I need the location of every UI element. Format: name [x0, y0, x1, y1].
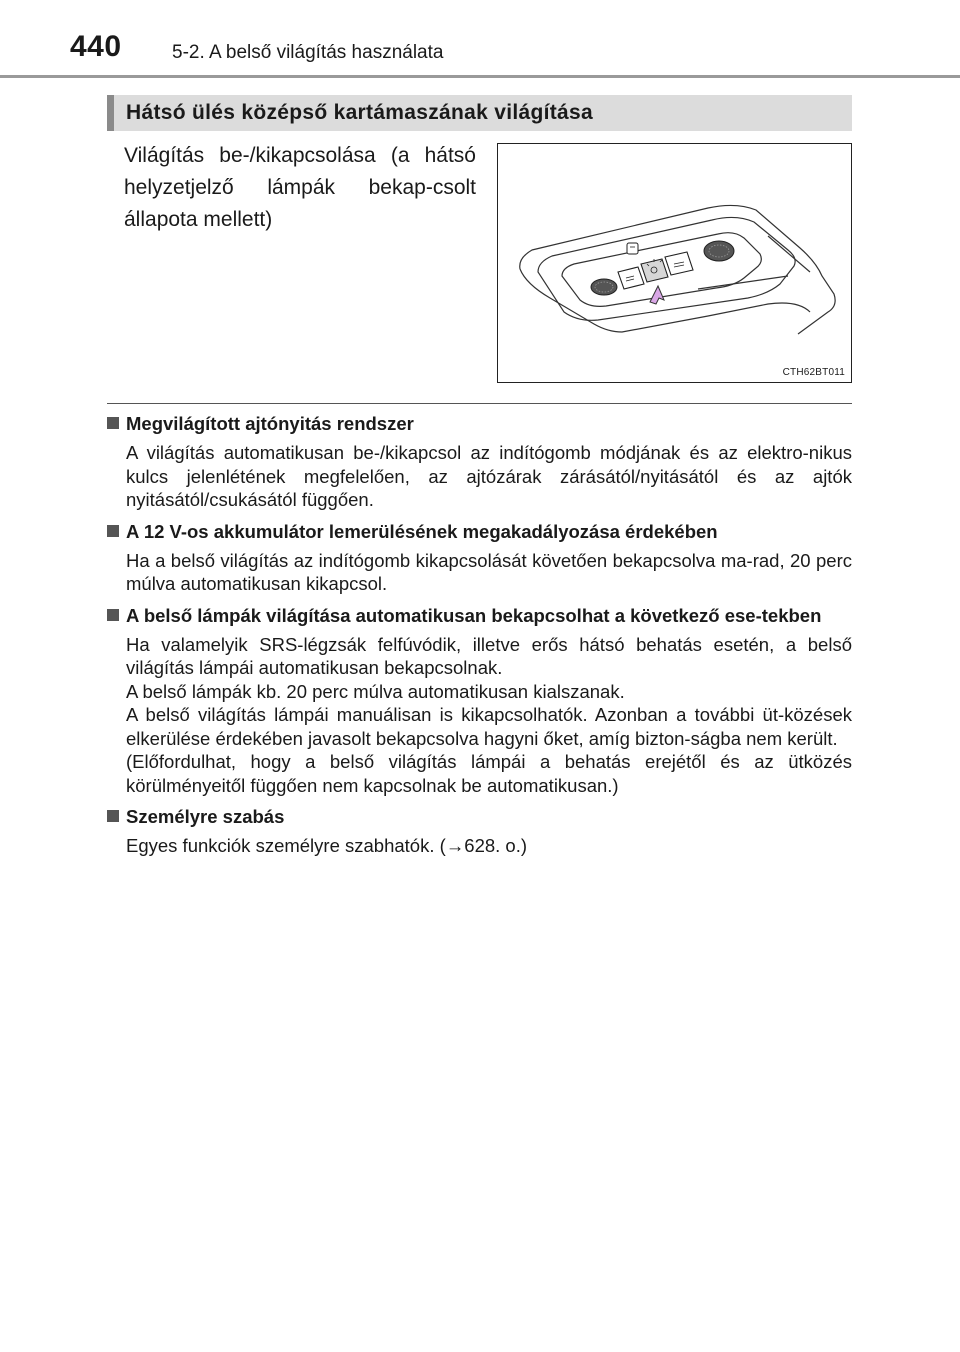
note-paragraph: Ha a belső világítás az indítógomb kikapcsolását követően bekapcsolva ma-rad, 20 perc múlva automatikusan kikapcsol. [126, 549, 852, 594]
note-item [107, 604, 852, 798]
note-body [107, 549, 852, 596]
square-bullet-icon [107, 417, 119, 429]
note-item [107, 805, 852, 858]
header-divider [0, 75, 960, 78]
note-paragraph: (Előfordulhat, hogy a belső világítás lámpái a behatás erejétől és az ütközés körülményeitől függően nem kapcsolnak be automatikusan.) [126, 751, 852, 796]
note-heading [107, 412, 852, 436]
note-paragraph: A világítás automatikusan be-/kikapcsol az indítógomb módjának és az elektro-nikus kulcs jelenlétének megfelelően, az ajtózárak zárásától/nyitásától és az ajtók nyitásától/csukásától függően. [126, 442, 852, 510]
note-body [107, 633, 852, 798]
note-heading-text: Megvilágított ajtónyitás rendszer [126, 413, 414, 434]
note-item [107, 520, 852, 596]
press-arrow-icon [650, 286, 664, 304]
panel-inner-outline [538, 217, 795, 320]
note-heading [107, 805, 852, 829]
left-reading-lamp-button [618, 267, 644, 289]
section-title: Hátsó ülés középső kartámaszának világítása [126, 101, 593, 124]
note-body [107, 834, 852, 858]
page-number: 440 [70, 30, 122, 63]
note-paragraph: Ha valamelyik SRS-légzsák felfúvódik, illetve erős hátsó behatás esetén, a belső világítás lámpái automatikusan bekapcsolnak. [126, 633, 852, 678]
notes-list [107, 412, 852, 866]
square-bullet-icon [107, 525, 119, 537]
note-heading-text: A 12 V-os akkumulátor lemerülésének megakadályozása érdekében [126, 520, 718, 542]
square-bullet-icon [107, 609, 119, 621]
note-heading-text: A belső lámpák világítása automatikusan bekapcsolhat a következő ese-tekben [126, 604, 822, 626]
right-reading-lamp-button [665, 252, 693, 275]
intro-text: Világítás be-/kikapcsolása (a hátsó helyzetjelző lámpák bekap-csolt állapota mellett) [124, 144, 476, 231]
note-paragraph: A belső lámpák kb. 20 perc múlva automatikusan kialszanak. [126, 680, 625, 702]
figure-code: CTH62BT011 [782, 367, 845, 378]
section-heading [107, 95, 852, 131]
note-heading [107, 604, 852, 628]
armrest-light-illustration [497, 143, 852, 383]
right-speaker-grille [704, 241, 734, 261]
section-divider [107, 403, 852, 404]
center-light-switch-button [641, 259, 668, 282]
note-item [107, 412, 852, 512]
chapter-title: 5-2. A belső világítás használata [172, 42, 444, 63]
square-bullet-icon [107, 810, 119, 822]
note-heading-text: Személyre szabás [126, 806, 285, 827]
note-paragraph: A belső világítás lámpái manuálisan is kikapcsolhatók. Azonban a további üt-közések elkerülése érdekében javasolt bekapcsolva hagyni őket, amíg bizton-ságba nem került. [126, 704, 852, 749]
note-paragraph: Egyes funkciók személyre szabhatók. (→628. o.) [126, 835, 528, 856]
armrest-panel-drawing [498, 144, 853, 384]
page-header [0, 0, 960, 80]
note-heading [107, 520, 852, 544]
lock-indicator-icon [627, 243, 638, 254]
note-body [107, 441, 852, 512]
left-speaker-grille [591, 279, 617, 295]
